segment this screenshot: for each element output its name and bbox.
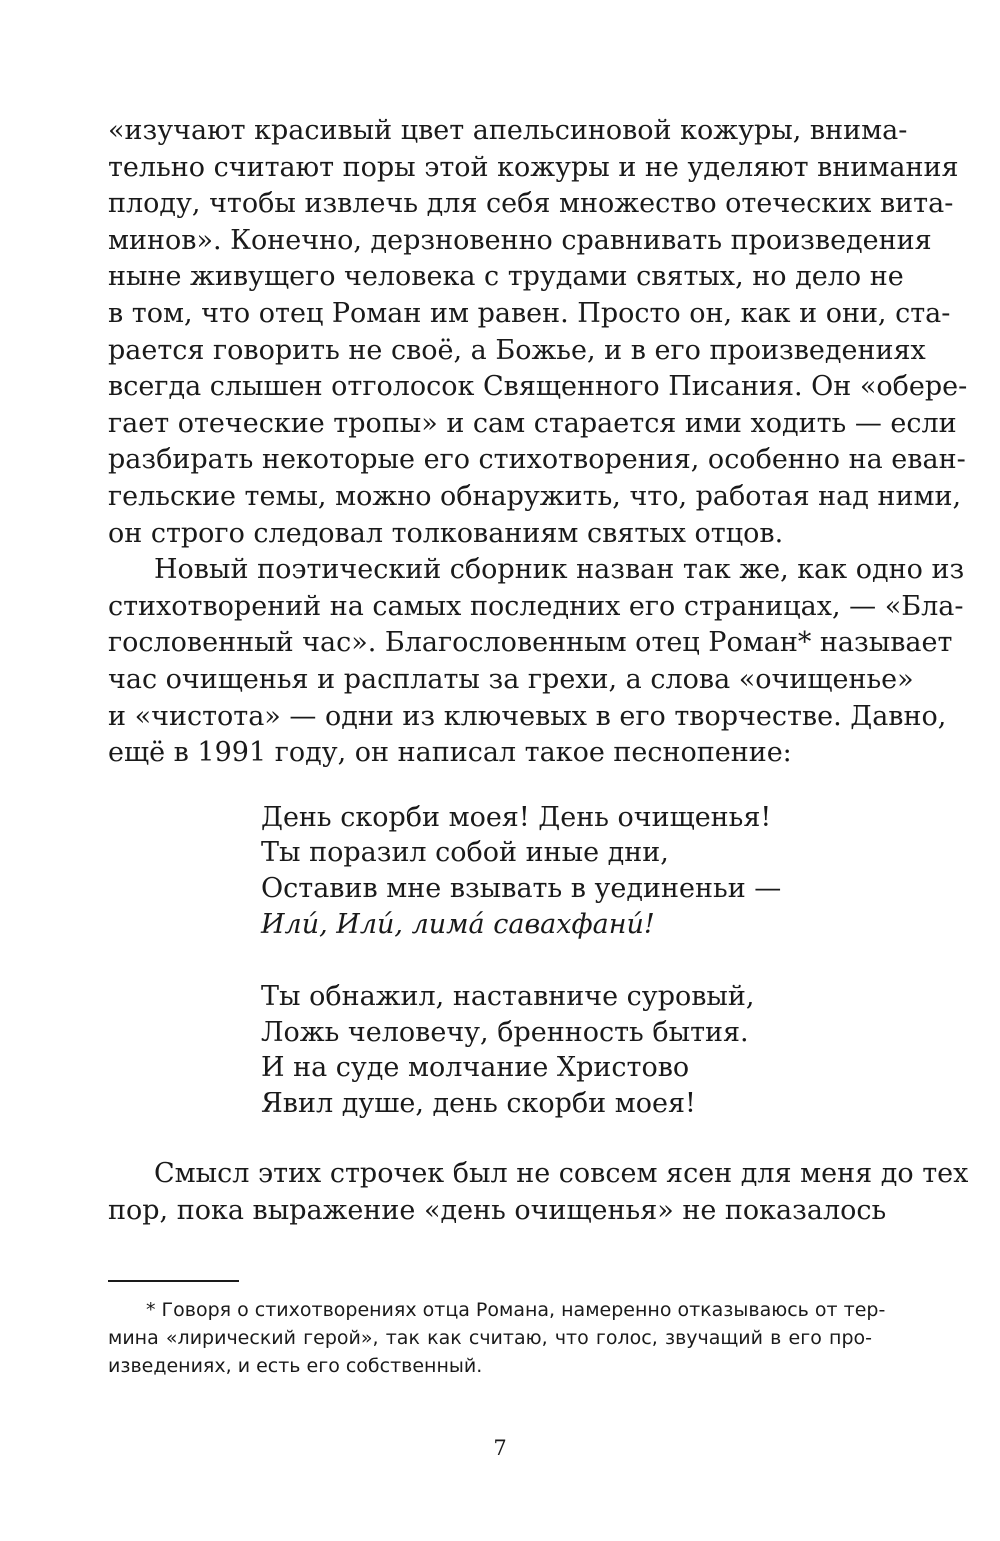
text-line: час очищенья и расплаты за грехи, а слова «очищенье» — [108, 663, 914, 695]
poem-line: Оставив мне взывать в уединеньи — — [261, 873, 782, 905]
poem-line: Ложь человечу, бренность бытия. — [261, 1016, 749, 1048]
text-line: ещё в 1991 году, он написал такое песнопение: — [108, 737, 792, 769]
poem-line: И на суде молчание Христово — [261, 1052, 690, 1084]
text-line: гословенный час». Благословенным отец Роман* называет — [108, 627, 953, 659]
text-line: минов». Конечно, дерзновенно сравнивать произведения — [108, 224, 932, 256]
footnote-line: изведениях, и есть его собственный. — [108, 1355, 483, 1377]
text-line: гает отеческие тропы» и сам старается ими ходить — если — [108, 407, 957, 439]
text-line: разбирать некоторые его стихотворения, особенно на еван- — [108, 444, 966, 476]
poem-line: Ты поразил собой иные дни, — [261, 837, 669, 869]
text-line: гельские темы, можно обнаружить, что, работая над ними, — [108, 480, 962, 512]
text-line: в том, что отец Роман им равен. Просто он, как и они, ста- — [108, 297, 951, 329]
text-line: плоду, чтобы извлечь для себя множество отеческих вита- — [108, 188, 954, 220]
footnote-divider — [108, 1280, 239, 1282]
poem-line: День скорби моея! День очищенья! — [261, 801, 772, 833]
text-line: «изучают красивый цвет апельсиновой кожуры, внима- — [108, 115, 908, 146]
text-line: стихотворений на самых последних его страницах, — «Бла- — [108, 590, 964, 622]
footnote — [108, 1296, 886, 1380]
poem-stanza-2 — [261, 979, 872, 1122]
footnote-line: мина «лирический герой», так как считаю, что голос, звучащий в его про- — [108, 1327, 872, 1349]
text-line: Новый поэтический сборник назван так же, как одно из — [154, 554, 965, 586]
text-line: ныне живущего человека с трудами святых, но дело не — [108, 261, 904, 293]
footnote-line: * Говоря о стихотворениях отца Романа, намеренно отказываюсь от тер- — [146, 1299, 886, 1321]
text-line: Смысл этих строчек был не совсем ясен для меня до тех — [154, 1158, 969, 1190]
poem — [108, 800, 872, 1122]
paragraph-1 — [108, 113, 968, 552]
text-line: рается говорить не своё, а Божье, и в его произведениях — [108, 334, 926, 366]
text-line: всегда слышен отголосок Священного Писания. Он «обере- — [108, 371, 968, 403]
page-body — [108, 113, 969, 1229]
paragraph-3 — [108, 1156, 969, 1229]
poem-line-italic: Илú, Илú, лимá савахфанú! — [261, 909, 655, 941]
poem-line: Ты обнажил, наставниче суровый, — [261, 980, 755, 1012]
page-number: 7 — [493, 1436, 507, 1460]
paragraph-2 — [108, 552, 965, 772]
poem-line: Явил душе, день скорби моея! — [261, 1088, 696, 1120]
text-line: он строго следовал толкованиям святых отцов. — [108, 517, 784, 549]
text-line: и «чистота» — одни из ключевых в его творчестве. Давно, — [108, 700, 947, 732]
poem-stanza-1 — [261, 800, 872, 943]
text-line: пор, пока выражение «день очищенья» не показалось — [108, 1194, 887, 1226]
text-line: тельно считают поры этой кожуры и не уделяют внимания — [108, 151, 959, 183]
